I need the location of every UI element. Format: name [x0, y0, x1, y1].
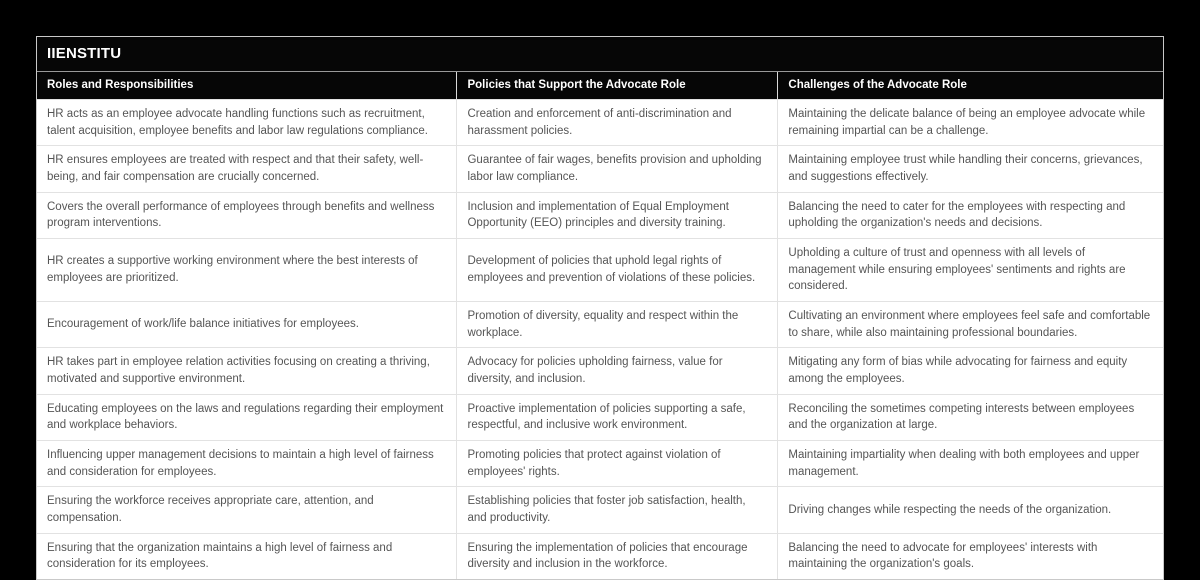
- table-cell-role: Ensuring the workforce receives appropriate care, attention, and compensation.: [37, 487, 457, 533]
- table-row: [37, 146, 1163, 192]
- table-row: [37, 394, 1163, 440]
- table-cell-challenge: Maintaining the delicate balance of being an employee advocate while remaining impartial can be a challenge.: [778, 100, 1163, 146]
- column-header-challenges: Challenges of the Advocate Role: [778, 72, 1163, 100]
- table-cell-role: Educating employees on the laws and regulations regarding their employment and workplace behaviors.: [37, 394, 457, 440]
- table-header: [37, 72, 1163, 100]
- table-cell-policy: Promoting policies that protect against violation of employees' rights.: [457, 441, 778, 487]
- table-cell-policy: Advocacy for policies upholding fairness, value for diversity, and inclusion.: [457, 348, 778, 394]
- table-cell-challenge: Upholding a culture of trust and openness with all levels of management while ensuring employees' sentiments and rights are considered.: [778, 239, 1163, 302]
- table-header-row: [37, 72, 1163, 100]
- table-cell-policy: Development of policies that uphold legal rights of employees and prevention of violations of these policies.: [457, 239, 778, 302]
- table-cell-role: HR takes part in employee relation activities focusing on creating a thriving, motivated and supportive environment.: [37, 348, 457, 394]
- table-cell-policy: Promotion of diversity, equality and respect within the workplace.: [457, 302, 778, 348]
- table-cell-policy: Inclusion and implementation of Equal Employment Opportunity (EEO) principles and diversity training.: [457, 192, 778, 238]
- table-cell-challenge: Balancing the need to cater for the employees with respecting and upholding the organization's needs and decisions.: [778, 192, 1163, 238]
- table-cell-role: Covers the overall performance of employees through benefits and wellness program interventions.: [37, 192, 457, 238]
- table-cell-role: HR ensures employees are treated with respect and that their safety, well-being, and fair compensation are crucially concerned.: [37, 146, 457, 192]
- table-cell-role: Ensuring that the organization maintains a high level of fairness and consideration for its employees.: [37, 533, 457, 579]
- table-cell-challenge: Balancing the need to advocate for employees' interests with maintaining the organization's goals.: [778, 533, 1163, 579]
- table-cell-role: HR creates a supportive working environment where the best interests of employees are prioritized.: [37, 239, 457, 302]
- table-cell-challenge: Maintaining employee trust while handling their concerns, grievances, and suggestions effectively.: [778, 146, 1163, 192]
- table-cell-challenge: Mitigating any form of bias while advocating for fairness and equity among the employees.: [778, 348, 1163, 394]
- table-body: [37, 100, 1163, 580]
- table-row: [37, 487, 1163, 533]
- table-row: [37, 302, 1163, 348]
- table-cell-challenge: Reconciling the sometimes competing interests between employees and the organization at large.: [778, 394, 1163, 440]
- table-row: [37, 348, 1163, 394]
- table-cell-challenge: Maintaining impartiality when dealing with both employees and upper management.: [778, 441, 1163, 487]
- table-row: [37, 239, 1163, 302]
- table-cell-policy: Ensuring the implementation of policies that encourage diversity and inclusion in the workforce.: [457, 533, 778, 579]
- table-cell-challenge: Cultivating an environment where employees feel safe and comfortable to share, while also maintaining professional boundaries.: [778, 302, 1163, 348]
- table-cell-policy: Establishing policies that foster job satisfaction, health, and productivity.: [457, 487, 778, 533]
- advocate-role-table: [37, 72, 1163, 579]
- column-header-roles: Roles and Responsibilities: [37, 72, 457, 100]
- table-cell-policy: Creation and enforcement of anti-discrimination and harassment policies.: [457, 100, 778, 146]
- table-row: [37, 533, 1163, 579]
- table-cell-role: HR acts as an employee advocate handling functions such as recruitment, talent acquisition, employee benefits and labor law regulations compliance.: [37, 100, 457, 146]
- table-row: [37, 100, 1163, 146]
- table-cell-role: Encouragement of work/life balance initiatives for employees.: [37, 302, 457, 348]
- table-cell-role: Influencing upper management decisions to maintain a high level of fairness and consideration for employees.: [37, 441, 457, 487]
- table-cell-challenge: Driving changes while respecting the needs of the organization.: [778, 487, 1163, 533]
- table-cell-policy: Guarantee of fair wages, benefits provision and upholding labor law compliance.: [457, 146, 778, 192]
- table-row: [37, 441, 1163, 487]
- table-card: [36, 36, 1164, 580]
- brand-title: IIENSTITU: [37, 37, 1163, 72]
- table-cell-policy: Proactive implementation of policies supporting a safe, respectful, and inclusive work environment.: [457, 394, 778, 440]
- column-header-policies: Policies that Support the Advocate Role: [457, 72, 778, 100]
- table-row: [37, 192, 1163, 238]
